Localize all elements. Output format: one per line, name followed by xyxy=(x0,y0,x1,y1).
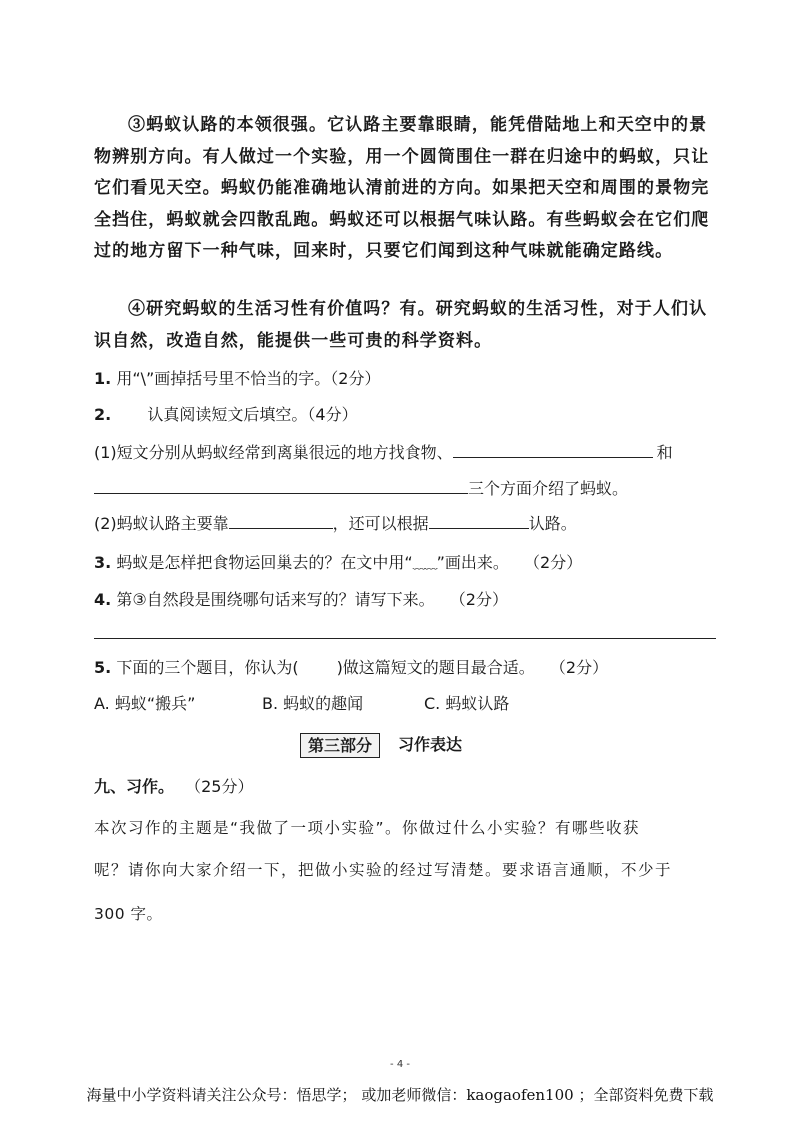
question-2-sub1-and: 和 xyxy=(656,443,673,462)
question-4-text: 第③自然段是围绕哪句话来写的？请写下来。 xyxy=(116,590,435,609)
question-3-text: 蚂蚁是怎样把食物运回巢去的？在文中用“ xyxy=(116,553,413,572)
question-2 xyxy=(94,404,358,426)
question-5-points: （2分） xyxy=(549,658,609,677)
composition-prompt-line-1: 本次习作的主题是“我做了一项小实验”。你做过什么小实验？有哪些收获 xyxy=(94,819,641,837)
passage-paragraph-4: ④研究蚂蚁的生活习性有价值吗？有。研究蚂蚁的生活习性，对于人们认识自然，改造自然，能提供一些可贵的科学资料。 xyxy=(94,299,708,351)
question-5 xyxy=(94,657,608,679)
question-2-number: 2. xyxy=(94,405,112,424)
composition-prompt-line-3: 300 字。 xyxy=(94,905,163,923)
question-2-sub1-tail: 三个方面介绍了蚂蚁。 xyxy=(468,479,629,498)
answer-blank[interactable] xyxy=(429,512,529,529)
wavy-line-mark: ﹏﹏ xyxy=(412,557,437,572)
question-2-sub1-line1 xyxy=(94,441,673,464)
page-number: - 4 - xyxy=(390,1059,410,1070)
composition-points: （25分） xyxy=(185,777,254,796)
question-2-sub1-text: (1)短文分别从蚂蚁经常到离巢很远的地方找食物、 xyxy=(94,443,453,462)
question-4 xyxy=(94,589,508,611)
question-3 xyxy=(94,552,582,576)
question-5-text-end: )做这篇短文的题目最合适。 xyxy=(336,658,535,677)
question-5-option-b[interactable]: B. 蚂蚁的趣闻 xyxy=(262,694,364,713)
question-1 xyxy=(94,368,380,390)
question-4-points: （2分） xyxy=(449,590,508,609)
question-3-text-end: ”画出来。 xyxy=(436,553,509,572)
question-4-number: 4. xyxy=(94,590,112,609)
composition-prompt-line-2: 呢？请你向大家介绍一下，把做小实验的经过写清楚。要求语言通顺，不少于 xyxy=(94,861,673,879)
question-3-number: 3. xyxy=(94,553,112,572)
footer-notice: 海量中小学资料请关注公众号：悟思学； 或加老师微信：kaogaofen100 ；全部资料免费下载 xyxy=(86,1086,714,1104)
section-label: 第三部分 xyxy=(300,733,380,758)
answer-blank[interactable] xyxy=(453,441,653,458)
question-2-sub2-text: (2)蚂蚁认路主要靠 xyxy=(94,514,229,533)
question-2-text: 认真阅读短文后填空。（4分） xyxy=(147,405,358,424)
question-1-text: 用“\”画掉括号里不恰当的字。（2分） xyxy=(116,369,381,388)
question-2-sub2-tail: 认路。 xyxy=(528,514,577,533)
answer-line[interactable] xyxy=(94,638,716,639)
question-5-option-c[interactable]: C. 蚂蚁认路 xyxy=(424,694,510,713)
question-1-number: 1. xyxy=(94,369,112,388)
section-title: 习作表达 xyxy=(398,735,463,754)
question-2-sub1-line2 xyxy=(94,477,628,500)
question-2-sub2 xyxy=(94,512,577,535)
question-2-sub2-mid: ，还可以根据 xyxy=(332,514,429,533)
question-5-option-a[interactable]: A. 蚂蚁“搬兵” xyxy=(94,694,196,713)
question-5-text: 下面的三个题目，你认为( xyxy=(116,658,299,677)
answer-blank[interactable] xyxy=(94,477,468,494)
answer-blank[interactable] xyxy=(229,512,333,529)
question-5-number: 5. xyxy=(94,658,112,677)
passage-paragraph-3: ③蚂蚁认路的本领很强。它认路主要靠眼睛，能凭借陆地上和天空中的景物辨别方向。有人做过一个实验，用一个圆筒围住一群在归途中的蚂蚁，只让它们看见天空。蚂蚁仍能准确地认清前进的方向。如果把天空和周围的景物完全挡住，蚂蚁就会四散乱跑。蚂蚁还可以根据气味认路。有些蚂蚁会在它们爬过的地方留下一种气味，回来时，只要它们闻到这种气味就能确定路线。 xyxy=(94,115,710,261)
question-3-points: （2分） xyxy=(524,553,583,572)
composition-heading-row xyxy=(94,776,253,798)
composition-heading: 九、习作。 xyxy=(94,777,175,796)
